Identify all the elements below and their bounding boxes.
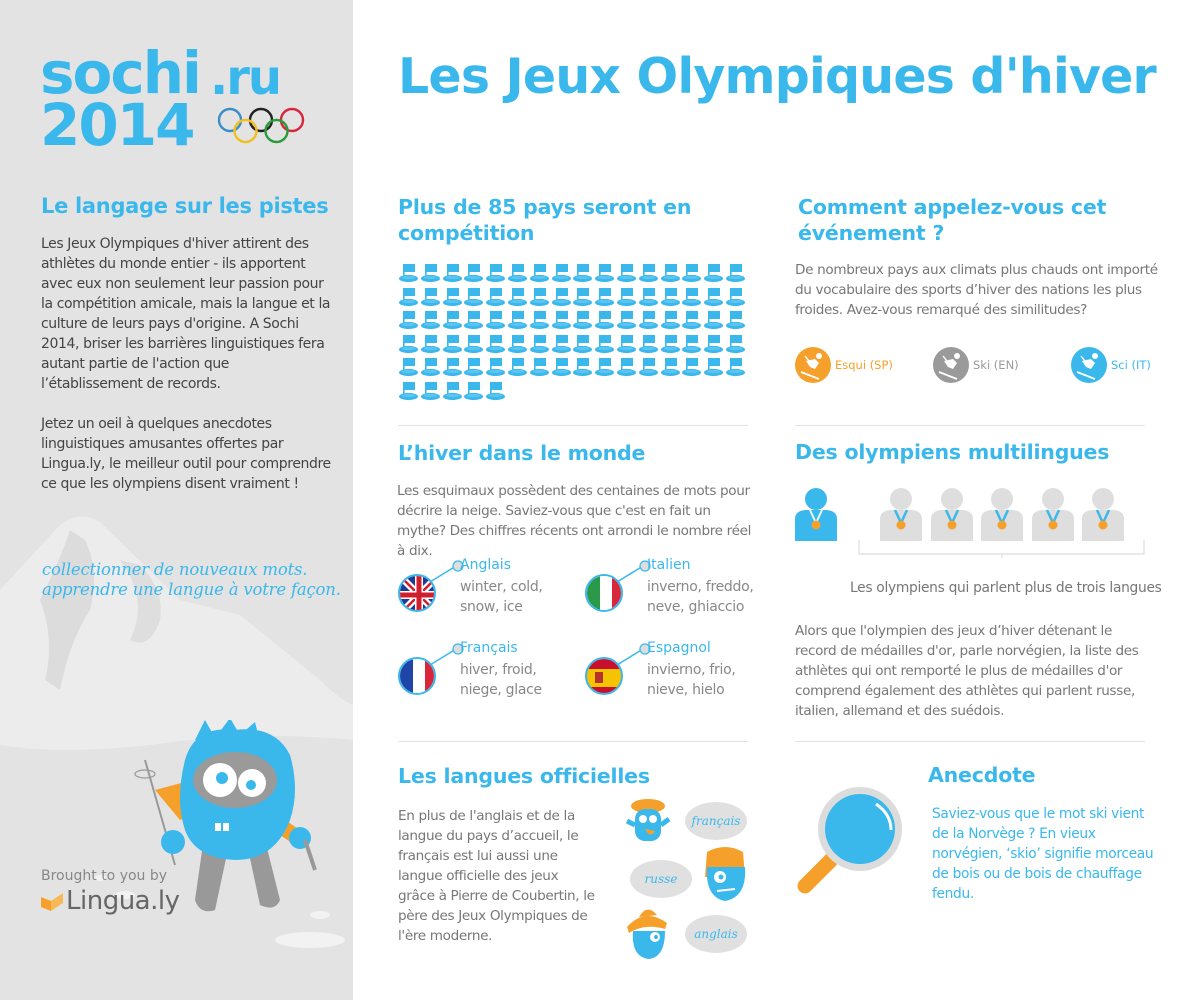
country-flag-icon <box>572 262 594 284</box>
country-flag-icon <box>485 309 507 331</box>
naming-heading: Comment appelez-vous cet événement ? <box>798 195 1107 245</box>
uk-flag-icon <box>398 574 436 612</box>
country-flag-icon <box>463 380 485 402</box>
ski-word-label: Sci (IT) <box>1111 358 1151 372</box>
words-line: invierno, frio, <box>647 662 736 678</box>
country-flag-icon <box>485 262 507 284</box>
country-flag-icon <box>551 286 573 308</box>
divider <box>398 741 748 742</box>
country-flag-icon <box>703 333 725 355</box>
country-flag-icon <box>725 333 747 355</box>
pin-connector-icon <box>428 643 464 667</box>
country-flag-icon <box>529 262 551 284</box>
country-flag-icon <box>660 333 682 355</box>
country-flag-icon <box>572 333 594 355</box>
country-flag-icon <box>703 262 725 284</box>
country-flag-icon <box>442 286 464 308</box>
lingualy-brand[interactable] <box>41 886 179 916</box>
country-flag-icon <box>420 262 442 284</box>
speech-bubble-russian: russe <box>630 860 692 898</box>
country-flag-icon <box>442 333 464 355</box>
divider <box>398 425 748 426</box>
skier-icon <box>933 347 969 383</box>
language-name: Anglais <box>460 557 511 573</box>
country-flag-icon <box>442 262 464 284</box>
country-flag-icon <box>616 333 638 355</box>
country-flag-icon <box>463 356 485 378</box>
ski-word-label: Esqui (SP) <box>835 358 893 372</box>
country-flag-icon <box>572 286 594 308</box>
country-flag-icon <box>442 380 464 402</box>
country-flag-icon <box>638 309 660 331</box>
country-flag-icon <box>572 309 594 331</box>
country-flag-icon <box>551 262 573 284</box>
country-flag-icon <box>725 286 747 308</box>
country-flag-icon <box>485 380 507 402</box>
country-flag-icon <box>681 333 703 355</box>
words-line: winter, cold, <box>460 579 543 595</box>
multilingual-athlete-icon <box>981 487 1023 541</box>
language-name: Espagnol <box>647 640 711 656</box>
country-flag-icon <box>660 262 682 284</box>
speech-bubble-french: français <box>685 802 747 840</box>
country-flag-icon <box>529 309 551 331</box>
country-flag-icon <box>398 333 420 355</box>
country-flag-icon <box>616 262 638 284</box>
country-flag-icon <box>638 356 660 378</box>
country-flag-icon <box>594 286 616 308</box>
country-flag-icon <box>616 309 638 331</box>
words-line: hiver, froid, <box>460 662 537 678</box>
sidebar-invite-text: Jetez un oeil à quelques anecdotes linguistiques amusantes offertes par Lingua.ly, le meilleur outil pour comprendre ce que les olympiens disent vraiment ! <box>41 416 331 492</box>
multilingual-caption: Les olympiens qui parlent plus de trois langues <box>850 580 1162 596</box>
country-flag-icon <box>594 309 616 331</box>
country-flag-icon <box>507 333 529 355</box>
skier-icon <box>1071 347 1107 383</box>
magnifying-glass-icon <box>793 782 909 898</box>
words-line: neve, ghiaccio <box>647 599 745 615</box>
country-flag-icon <box>507 262 529 284</box>
words-line: niege, glace <box>460 682 542 698</box>
country-flag-icon <box>638 262 660 284</box>
country-flag-icon <box>463 333 485 355</box>
winter-world-heading: L’hiver dans le monde <box>398 441 646 465</box>
country-flag-icon <box>398 380 420 402</box>
country-flag-icon <box>507 309 529 331</box>
country-flag-icon <box>463 309 485 331</box>
anecdote-text: Saviez-vous que le mot ski vient de la Norvège ? En vieux norvégien, ‘skio’ signifie morceau de bois ou de bois de chauffage fendu. <box>932 806 1154 902</box>
country-flag-icon <box>638 286 660 308</box>
country-flag-icon <box>725 309 747 331</box>
words-line: inverno, freddo, <box>647 579 754 595</box>
lingualy-logo-icon <box>41 891 63 911</box>
country-flag-icon <box>529 286 551 308</box>
tagline-line-2: apprendre une langue à votre façon. <box>42 580 341 599</box>
country-flag-icon <box>485 286 507 308</box>
language-name: Français <box>460 640 518 656</box>
country-flag-icon <box>485 356 507 378</box>
country-flag-icon <box>572 356 594 378</box>
country-flag-icon <box>551 309 573 331</box>
sidebar-intro-text: Les Jeux Olympiques d'hiver attirent des athlètes du monde entier - ils apportent avec eux non seulement leur passion pour la compétition amicale, mais la langue et la culture de leurs pays d'origine. A Sochi 2014, briser les barrières linguistiques fera autant partie de l'action que l’établissement de records. <box>41 236 331 392</box>
country-flag-icon <box>485 333 507 355</box>
country-flag-icon <box>420 380 442 402</box>
country-flag-icon <box>638 333 660 355</box>
page-title: Les Jeux Olympiques d'hiver <box>398 48 1156 105</box>
olympic-rings-icon <box>216 104 308 148</box>
country-flag-icon <box>594 333 616 355</box>
divider <box>795 741 1145 742</box>
ski-word-english <box>933 347 1019 383</box>
logo-suffix: .ru <box>210 50 281 106</box>
country-flags-grid <box>398 262 748 402</box>
country-flag-icon <box>725 356 747 378</box>
country-flag-icon <box>660 356 682 378</box>
italy-flag-icon <box>585 574 623 612</box>
country-flag-icon <box>507 286 529 308</box>
brought-by-label: Brought to you by <box>41 868 168 884</box>
tagline-line-1: collectionner de nouveaux mots. <box>42 560 308 579</box>
official-languages-heading: Les langues officielles <box>398 764 650 788</box>
speech-bubble-english: anglais <box>685 915 747 953</box>
france-flag-icon <box>398 657 436 695</box>
winter-world-text: Les esquimaux possèdent des centaines de mots pour décrire la neige. Saviez-vous que c'est en fait un mythe? Des chiffres récents ont arrondi le nombre réel à dix. <box>397 483 752 559</box>
country-flag-icon <box>681 262 703 284</box>
words-line: snow, ice <box>460 599 523 615</box>
tagline <box>42 560 341 600</box>
country-flag-icon <box>420 309 442 331</box>
language-words <box>647 577 754 617</box>
country-flag-icon <box>442 356 464 378</box>
country-flag-icon <box>529 356 551 378</box>
pin-connector-icon <box>615 560 651 584</box>
brand-name: Lingua.ly <box>66 886 180 916</box>
country-flag-icon <box>442 309 464 331</box>
bracket-line <box>858 540 1146 558</box>
language-spanish <box>585 640 765 720</box>
divider <box>795 425 1145 426</box>
multilingual-text: Alors que l'olympien des jeux d’hiver détenant le record de médailles d'or, parle norvégien, la liste des athlètes qui ont remporté le plus de médailles d'or comprend également des athlètes qui parlent russe, italien, allemand et des suédois. <box>795 623 1139 719</box>
countries-heading: Plus de 85 pays seront en compétition <box>398 195 692 245</box>
country-flag-icon <box>703 309 725 331</box>
country-flag-icon <box>463 286 485 308</box>
language-english <box>398 557 578 637</box>
language-french <box>398 640 578 720</box>
ski-word-italian <box>1071 347 1151 383</box>
country-flag-icon <box>681 286 703 308</box>
country-flag-icon <box>616 356 638 378</box>
anecdote-heading: Anecdote <box>928 763 1036 787</box>
multilingual-athlete-icon <box>880 487 922 541</box>
multilingual-athlete-icon <box>1032 487 1074 541</box>
pin-connector-icon <box>428 560 464 584</box>
country-flag-icon <box>420 356 442 378</box>
ski-word-label: Ski (EN) <box>973 358 1019 372</box>
country-flag-icon <box>725 262 747 284</box>
country-flag-icon <box>681 356 703 378</box>
country-flag-icon <box>398 356 420 378</box>
multilingual-heading: Des olympiens multilingues <box>795 440 1110 464</box>
language-words <box>460 660 542 700</box>
country-flag-icon <box>420 286 442 308</box>
ski-word-spanish <box>795 347 893 383</box>
country-flag-icon <box>703 286 725 308</box>
country-flag-icon <box>660 286 682 308</box>
country-flag-icon <box>551 356 573 378</box>
country-flag-icon <box>420 333 442 355</box>
country-flag-icon <box>660 309 682 331</box>
language-words <box>647 660 736 700</box>
sidebar-heading: Le langage sur les pistes <box>41 194 329 218</box>
pin-connector-icon <box>615 643 651 667</box>
words-line: nieve, hielo <box>647 682 725 698</box>
sochi-2014-logo <box>40 39 310 164</box>
spain-flag-icon <box>585 657 623 695</box>
multilingual-athlete-icon <box>931 487 973 541</box>
gold-medalist-icon <box>795 487 837 541</box>
sidebar <box>0 0 353 1000</box>
country-flag-icon <box>616 286 638 308</box>
naming-text: De nombreux pays aux climats plus chauds ont importé du vocabulaire des sports d’hiver des nations les plus froides. Avez-vous remarqué des similitudes? <box>795 262 1158 318</box>
country-flag-icon <box>398 309 420 331</box>
multilingual-athlete-icon <box>1082 487 1124 541</box>
country-flag-icon <box>703 356 725 378</box>
country-flag-icon <box>507 356 529 378</box>
country-flag-icon <box>398 262 420 284</box>
country-flag-icon <box>681 309 703 331</box>
country-flag-icon <box>551 333 573 355</box>
country-flag-icon <box>594 262 616 284</box>
logo-year: 2014 <box>40 91 194 159</box>
country-flag-icon <box>594 356 616 378</box>
language-italian <box>585 557 765 637</box>
official-languages-text: En plus de l'anglais et de la langue du pays d’accueil, le français est lui aussi une langue officielle des jeux grâce à Pierre de Coubertin, le père des Jeux Olympiques de l'ère moderne. <box>398 808 595 944</box>
logo-sochi: sochi <box>40 39 200 107</box>
language-name: Italien <box>647 557 691 573</box>
country-flag-icon <box>529 333 551 355</box>
country-flag-icon <box>398 286 420 308</box>
skier-icon <box>795 347 831 383</box>
country-flag-icon <box>463 262 485 284</box>
language-words <box>460 577 543 617</box>
